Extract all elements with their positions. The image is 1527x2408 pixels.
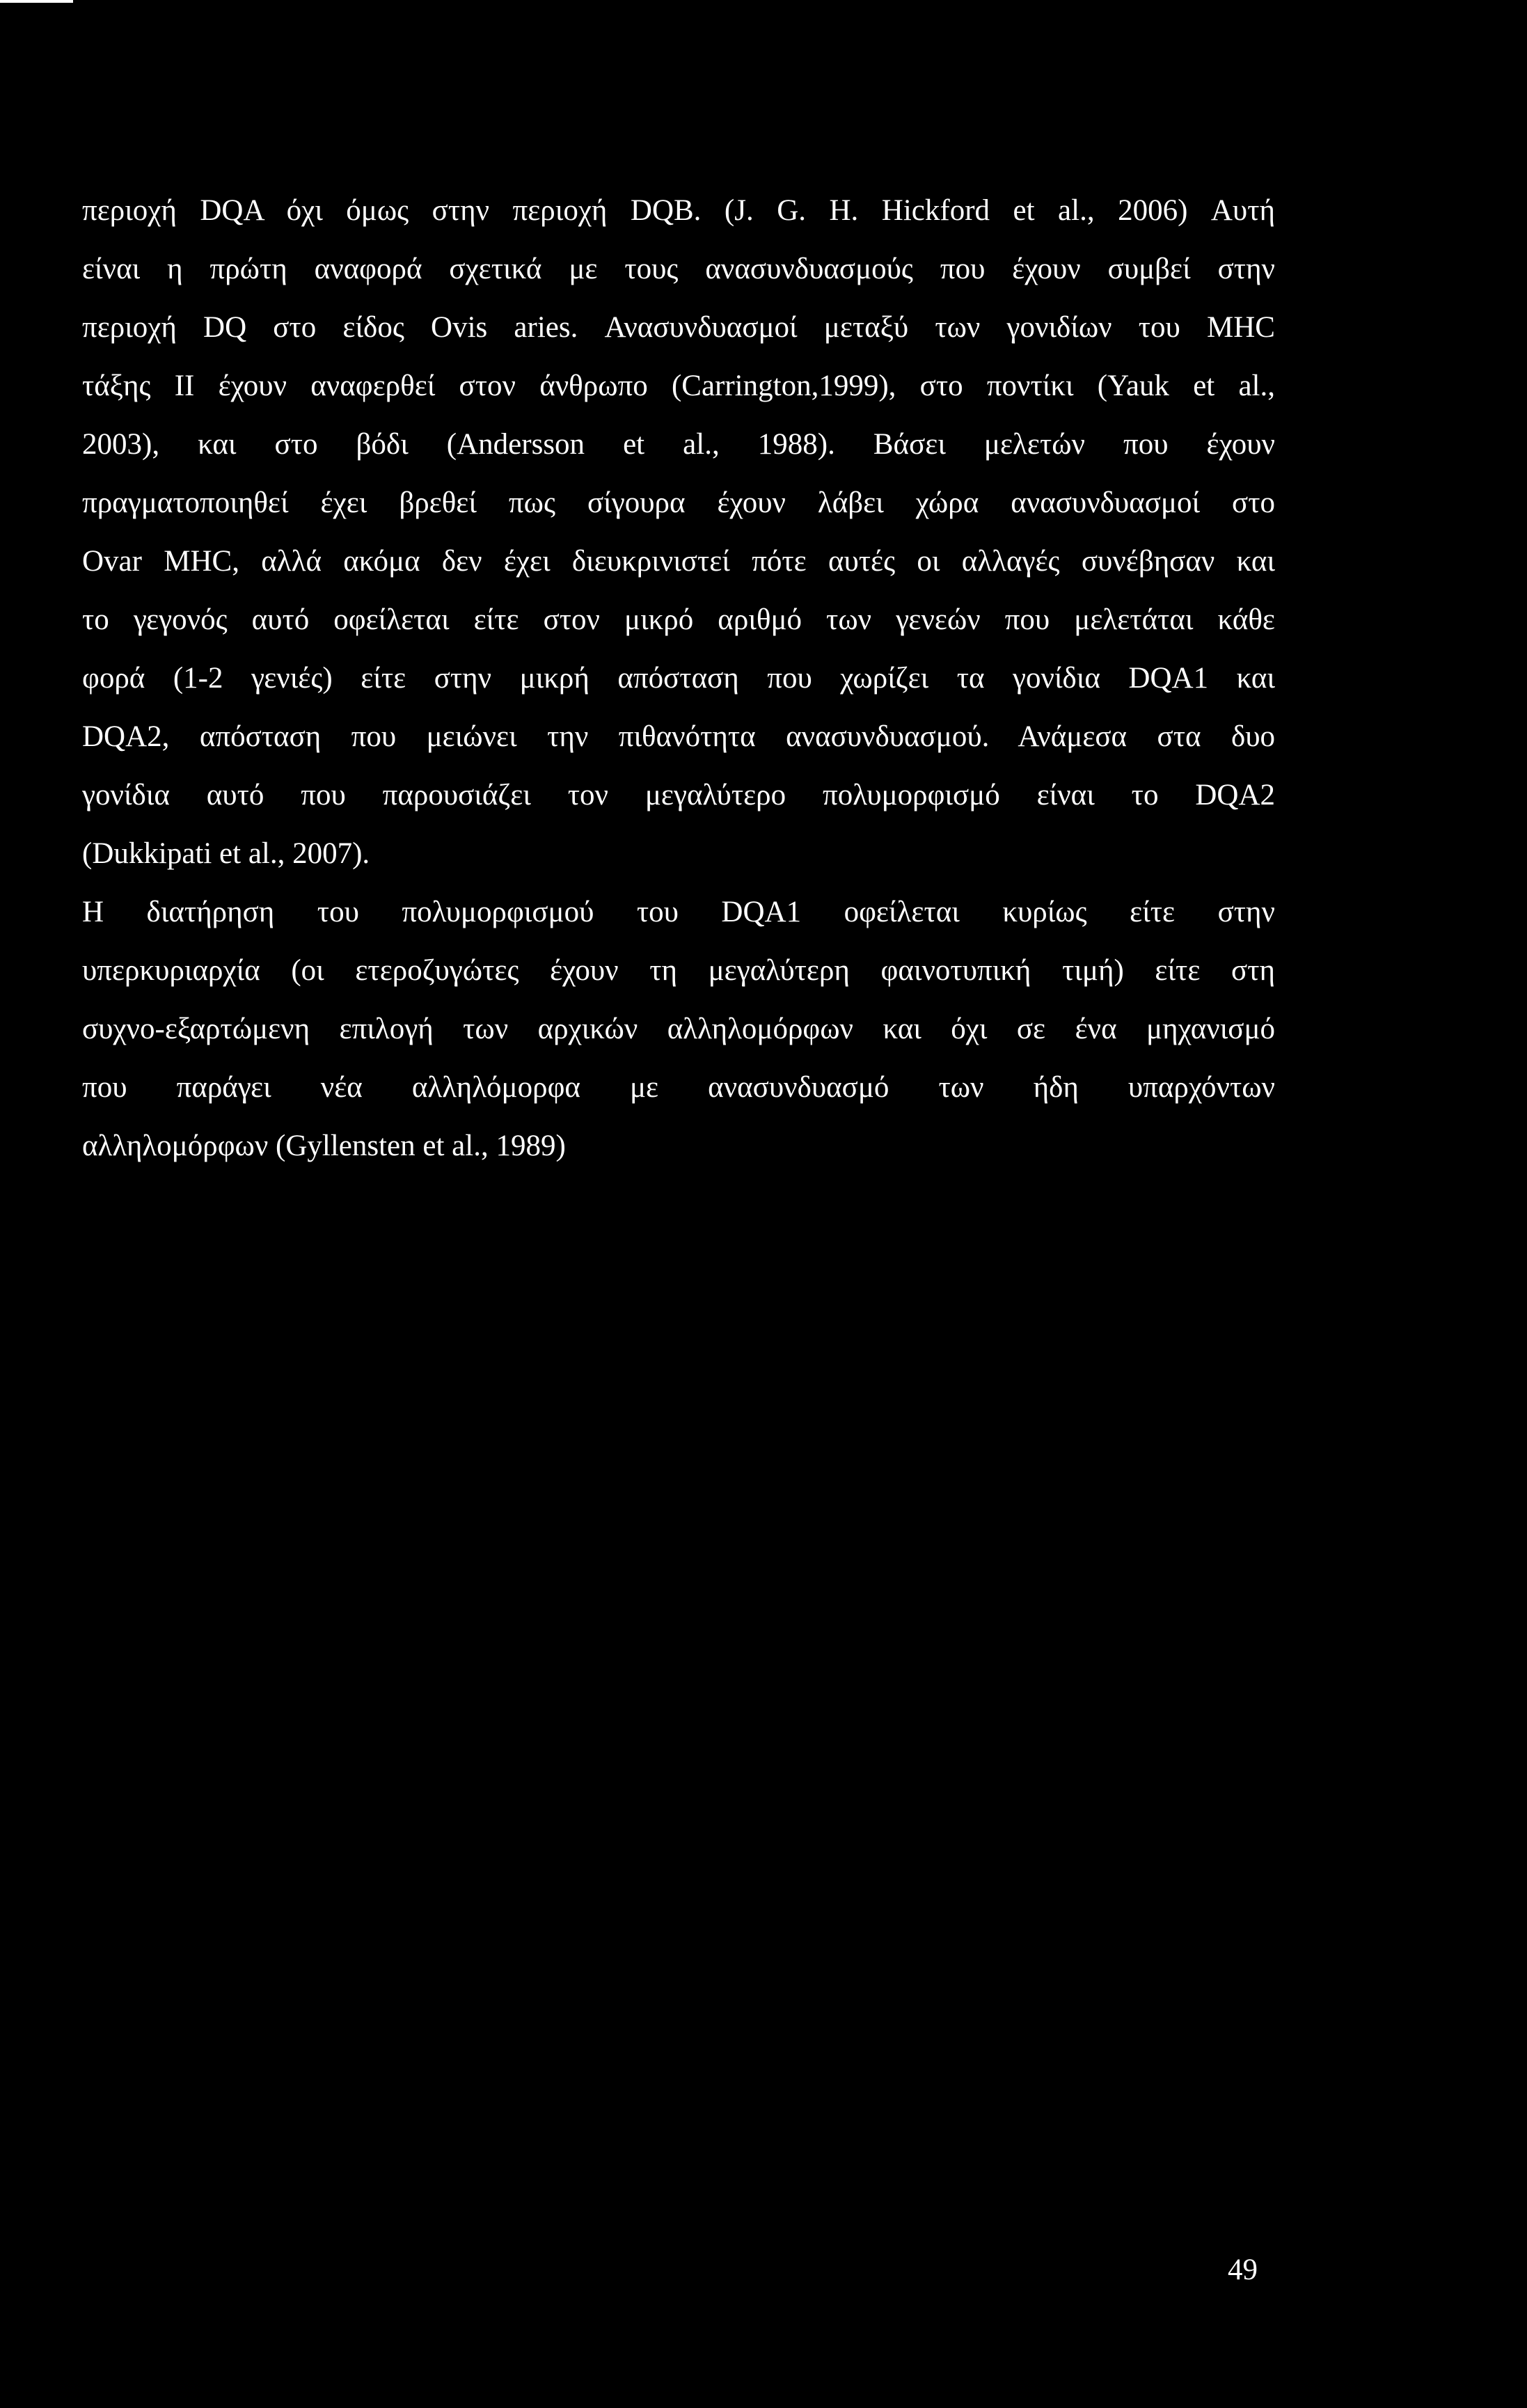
page-number: 49 (1228, 2253, 1258, 2286)
page-edge-mark (0, 0, 73, 3)
text-line: υπερκυριαρχία (οι ετεροζυγώτες έχουν τη μεγαλύτερη φαινοτυπική τιμή) είτε στη (82, 954, 1275, 987)
text-line: γονίδια αυτό που παρουσιάζει τον μεγαλύτερο πολυμορφισμό είναι το DQA2 (82, 779, 1275, 811)
text-line: αλληλομόρφων (Gyllensten et al., 1989) (82, 1130, 566, 1162)
text-line: περιοχή DQA όχι όμως στην περιοχή DQB. (J. G. H. Hickford et al., 2006) Αυτή (82, 194, 1275, 227)
text-line: Ovar MHC, αλλά ακόμα δεν έχει διευκρινιστεί πότε αυτές οι αλλαγές συνέβησαν και (82, 545, 1275, 578)
text-line: τάξης ΙΙ έχουν αναφερθεί στον άνθρωπο (Carrington,1999), στο ποντίκι (Yauk et al., (82, 370, 1275, 402)
text-line: το γεγονός αυτό οφείλεται είτε στον μικρό αριθμό των γενεών που μελετάται κάθε (82, 603, 1275, 636)
text-line: συχνο-εξαρτώμενη επιλογή των αρχικών αλληλομόρφων και όχι σε ένα μηχανισμό (82, 1013, 1275, 1045)
text-line: περιοχή DQ στο είδος Ovis aries. Ανασυνδυασμοί μεταξύ των γονιδίων του MHC (82, 311, 1275, 344)
text-line: φορά (1-2 γενιές) είτε στην μικρή απόσταση που χωρίζει τα γονίδια DQA1 και (82, 662, 1275, 695)
text-line: που παράγει νέα αλληλόμορφα με ανασυνδυασμό των ήδη υπαρχόντων (82, 1071, 1275, 1104)
text-line: (Dukkipati et al., 2007). (82, 837, 370, 870)
text-line: DQA2, απόσταση που μειώνει την πιθανότητα ανασυνδυασμού. Ανάμεσα στα δυο (82, 720, 1275, 753)
text-line: είναι η πρώτη αναφορά σχετικά με τους ανασυνδυασμούς που έχουν συμβεί στην (82, 253, 1275, 285)
text-line: 2003), και στο βόδι (Andersson et al., 1988). Βάσει μελετών που έχουν (82, 428, 1275, 461)
text-line: Η διατήρηση του πολυμορφισμού του DQA1 οφείλεται κυρίως είτε στην (82, 896, 1275, 928)
text-line: πραγματοποιηθεί έχει βρεθεί πως σίγουρα έχουν λάβει χώρα ανασυνδυασμοί στο (82, 486, 1275, 519)
